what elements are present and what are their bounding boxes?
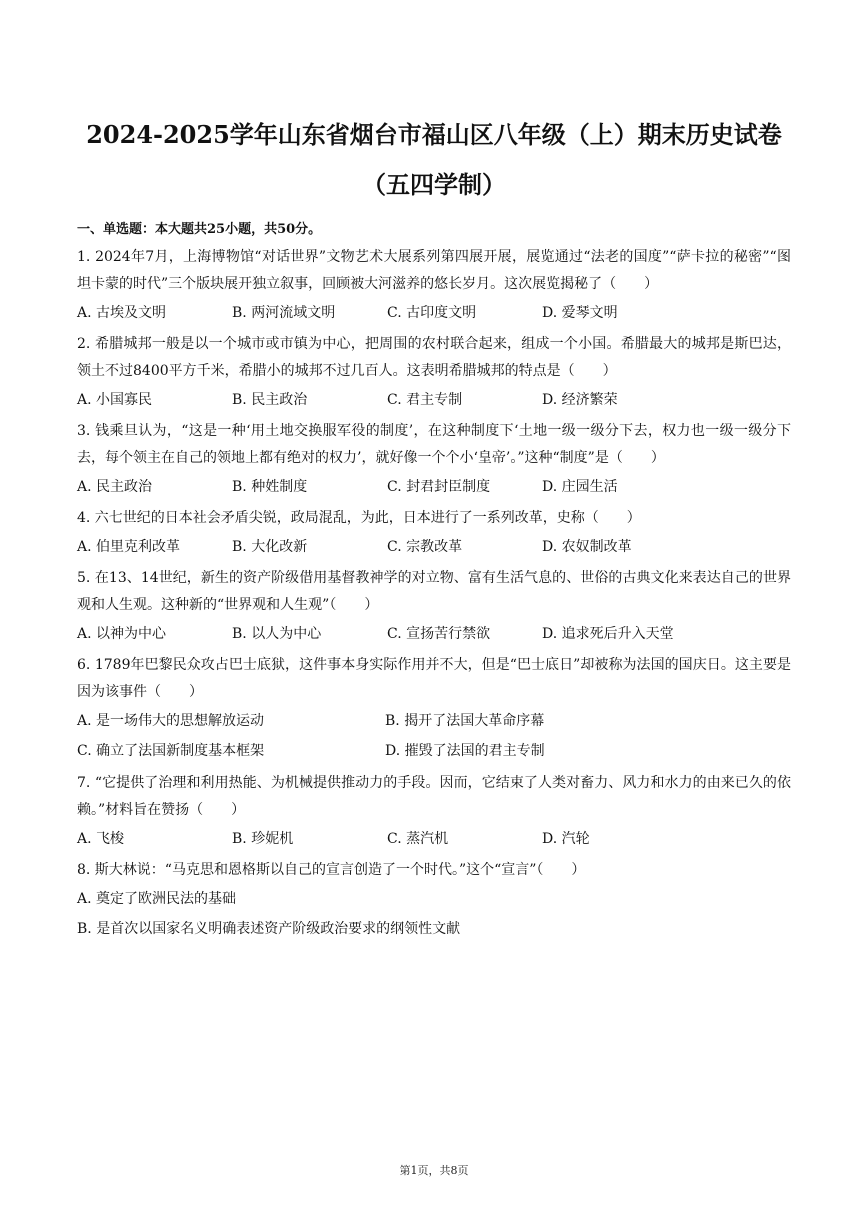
option-a: A. 古埃及文明 — [77, 305, 167, 321]
question-3: 3. 钱乘旦认为，“这是一种‘用土地交换服军役的制度’，在这种制度下‘土地一级一级分下去，权力也一级一级分下去，每个领主在自己的领地上都有绝对的权力’，就好像一个个小‘皇帝’。”这种“制度”是（ ） — [77, 423, 791, 466]
option-a: A. 以神为中心 — [77, 626, 167, 642]
option-d: D. 经济繁荣 — [542, 392, 618, 408]
option-b: B. 大化改新 — [232, 539, 308, 555]
question-2: 2. 希腊城邦一般是以一个城市或市镇为中心，把周围的农村联合起来，组成一个小国。希腊最大的城邦是斯巴达，领土不过8400平方千米，希腊小的城邦不过几百人。这表明希腊城邦的特点是（ ） — [77, 336, 791, 379]
option-c: C. 君主专制 — [387, 392, 463, 408]
option-c: C. 宣扬苦行禁欲 — [387, 626, 491, 642]
option-b: B. 民主政治 — [232, 392, 308, 408]
option-b: B. 种姓制度 — [232, 479, 308, 495]
question-1: 1. 2024年7月，上海博物馆“对话世界”文物艺术大展系列第四展开展，展览通过“法老的国度”“萨卡拉的秘密”“图坦卡蒙的时代”三个版块展开独立叙事，回顾被大河滋养的悠长岁月。这次展览揭秘了（ ） — [77, 249, 791, 292]
page-footer: 第1页，共8页 — [399, 1164, 469, 1177]
option-d: D. 追求死后升入天堂 — [542, 626, 674, 642]
question-6: 6. 1789年巴黎民众攻占巴士底狱，这件事本身实际作用并不大，但是“巴士底日”却被称为法国的国庆日。这主要是因为该事件（ ） — [77, 657, 791, 700]
option-d: D. 农奴制改革 — [542, 539, 632, 555]
options-4 — [77, 534, 791, 561]
options-3 — [77, 474, 791, 501]
options-2 — [77, 387, 791, 414]
option-a: A. 伯里克利改革 — [77, 539, 181, 555]
option-d: D. 爱琴文明 — [542, 305, 618, 321]
option-b: B. 揭开了法国大革命序幕 — [385, 713, 545, 729]
option-b: B. 是首次以国家名义明确表述资产阶级政治要求的纲领性文献 — [77, 921, 461, 937]
options-6-row-2 — [77, 736, 791, 766]
question-5: 5. 在13、14世纪，新生的资产阶级借用基督教神学的对立物、富有生活气息的、世俗的古典文化来表达自己的世界观和人生观。这种新的“世界观和人生观”（ ） — [77, 570, 791, 613]
question-8: 8. 斯大林说：“马克思和恩格斯以自己的宣言创造了一个时代。”这个“宣言”（ ） — [77, 862, 586, 878]
option-a: A. 飞梭 — [77, 831, 125, 847]
option-c: C. 确立了法国新制度基本框架 — [77, 743, 265, 759]
option-a: A. 是一场伟大的思想解放运动 — [77, 713, 265, 729]
options-5 — [77, 621, 791, 648]
options-1 — [77, 300, 791, 327]
question-7: 7. “它提供了治理和利用热能、为机械提供推动力的手段。因而，它结束了人类对畜力、风力和水力的由来已久的依赖。”材料旨在赞扬（ ） — [77, 775, 791, 818]
exam-title: 2024-2025学年山东省烟台市福山区八年级（上）期末历史试卷（五四学制） — [86, 120, 782, 199]
options-6-row-1 — [77, 706, 791, 736]
option-c: C. 宗教改革 — [387, 539, 463, 555]
option-a: A. 小国寡民 — [77, 392, 153, 408]
option-d: D. 摧毁了法国的君主专制 — [385, 743, 545, 759]
option-b: B. 珍妮机 — [232, 831, 294, 847]
option-c: C. 封君封臣制度 — [387, 479, 491, 495]
option-d: D. 庄园生活 — [542, 479, 618, 495]
option-b: B. 以人为中心 — [232, 626, 322, 642]
options-7 — [77, 826, 791, 853]
option-a: A. 奠定了欧洲民法的基础 — [77, 891, 237, 907]
option-a: A. 民主政治 — [77, 479, 153, 495]
option-c: C. 蒸汽机 — [387, 831, 449, 847]
section-heading: 一、单选题：本大题共25小题，共50分。 — [77, 222, 322, 237]
question-4: 4. 六七世纪的日本社会矛盾尖锐，政局混乱，为此，日本进行了一系列改革，史称（ ） — [77, 510, 641, 526]
option-b: B. 两河流域文明 — [232, 305, 336, 321]
option-d: D. 汽轮 — [542, 831, 590, 847]
option-c: C. 古印度文明 — [387, 305, 477, 321]
